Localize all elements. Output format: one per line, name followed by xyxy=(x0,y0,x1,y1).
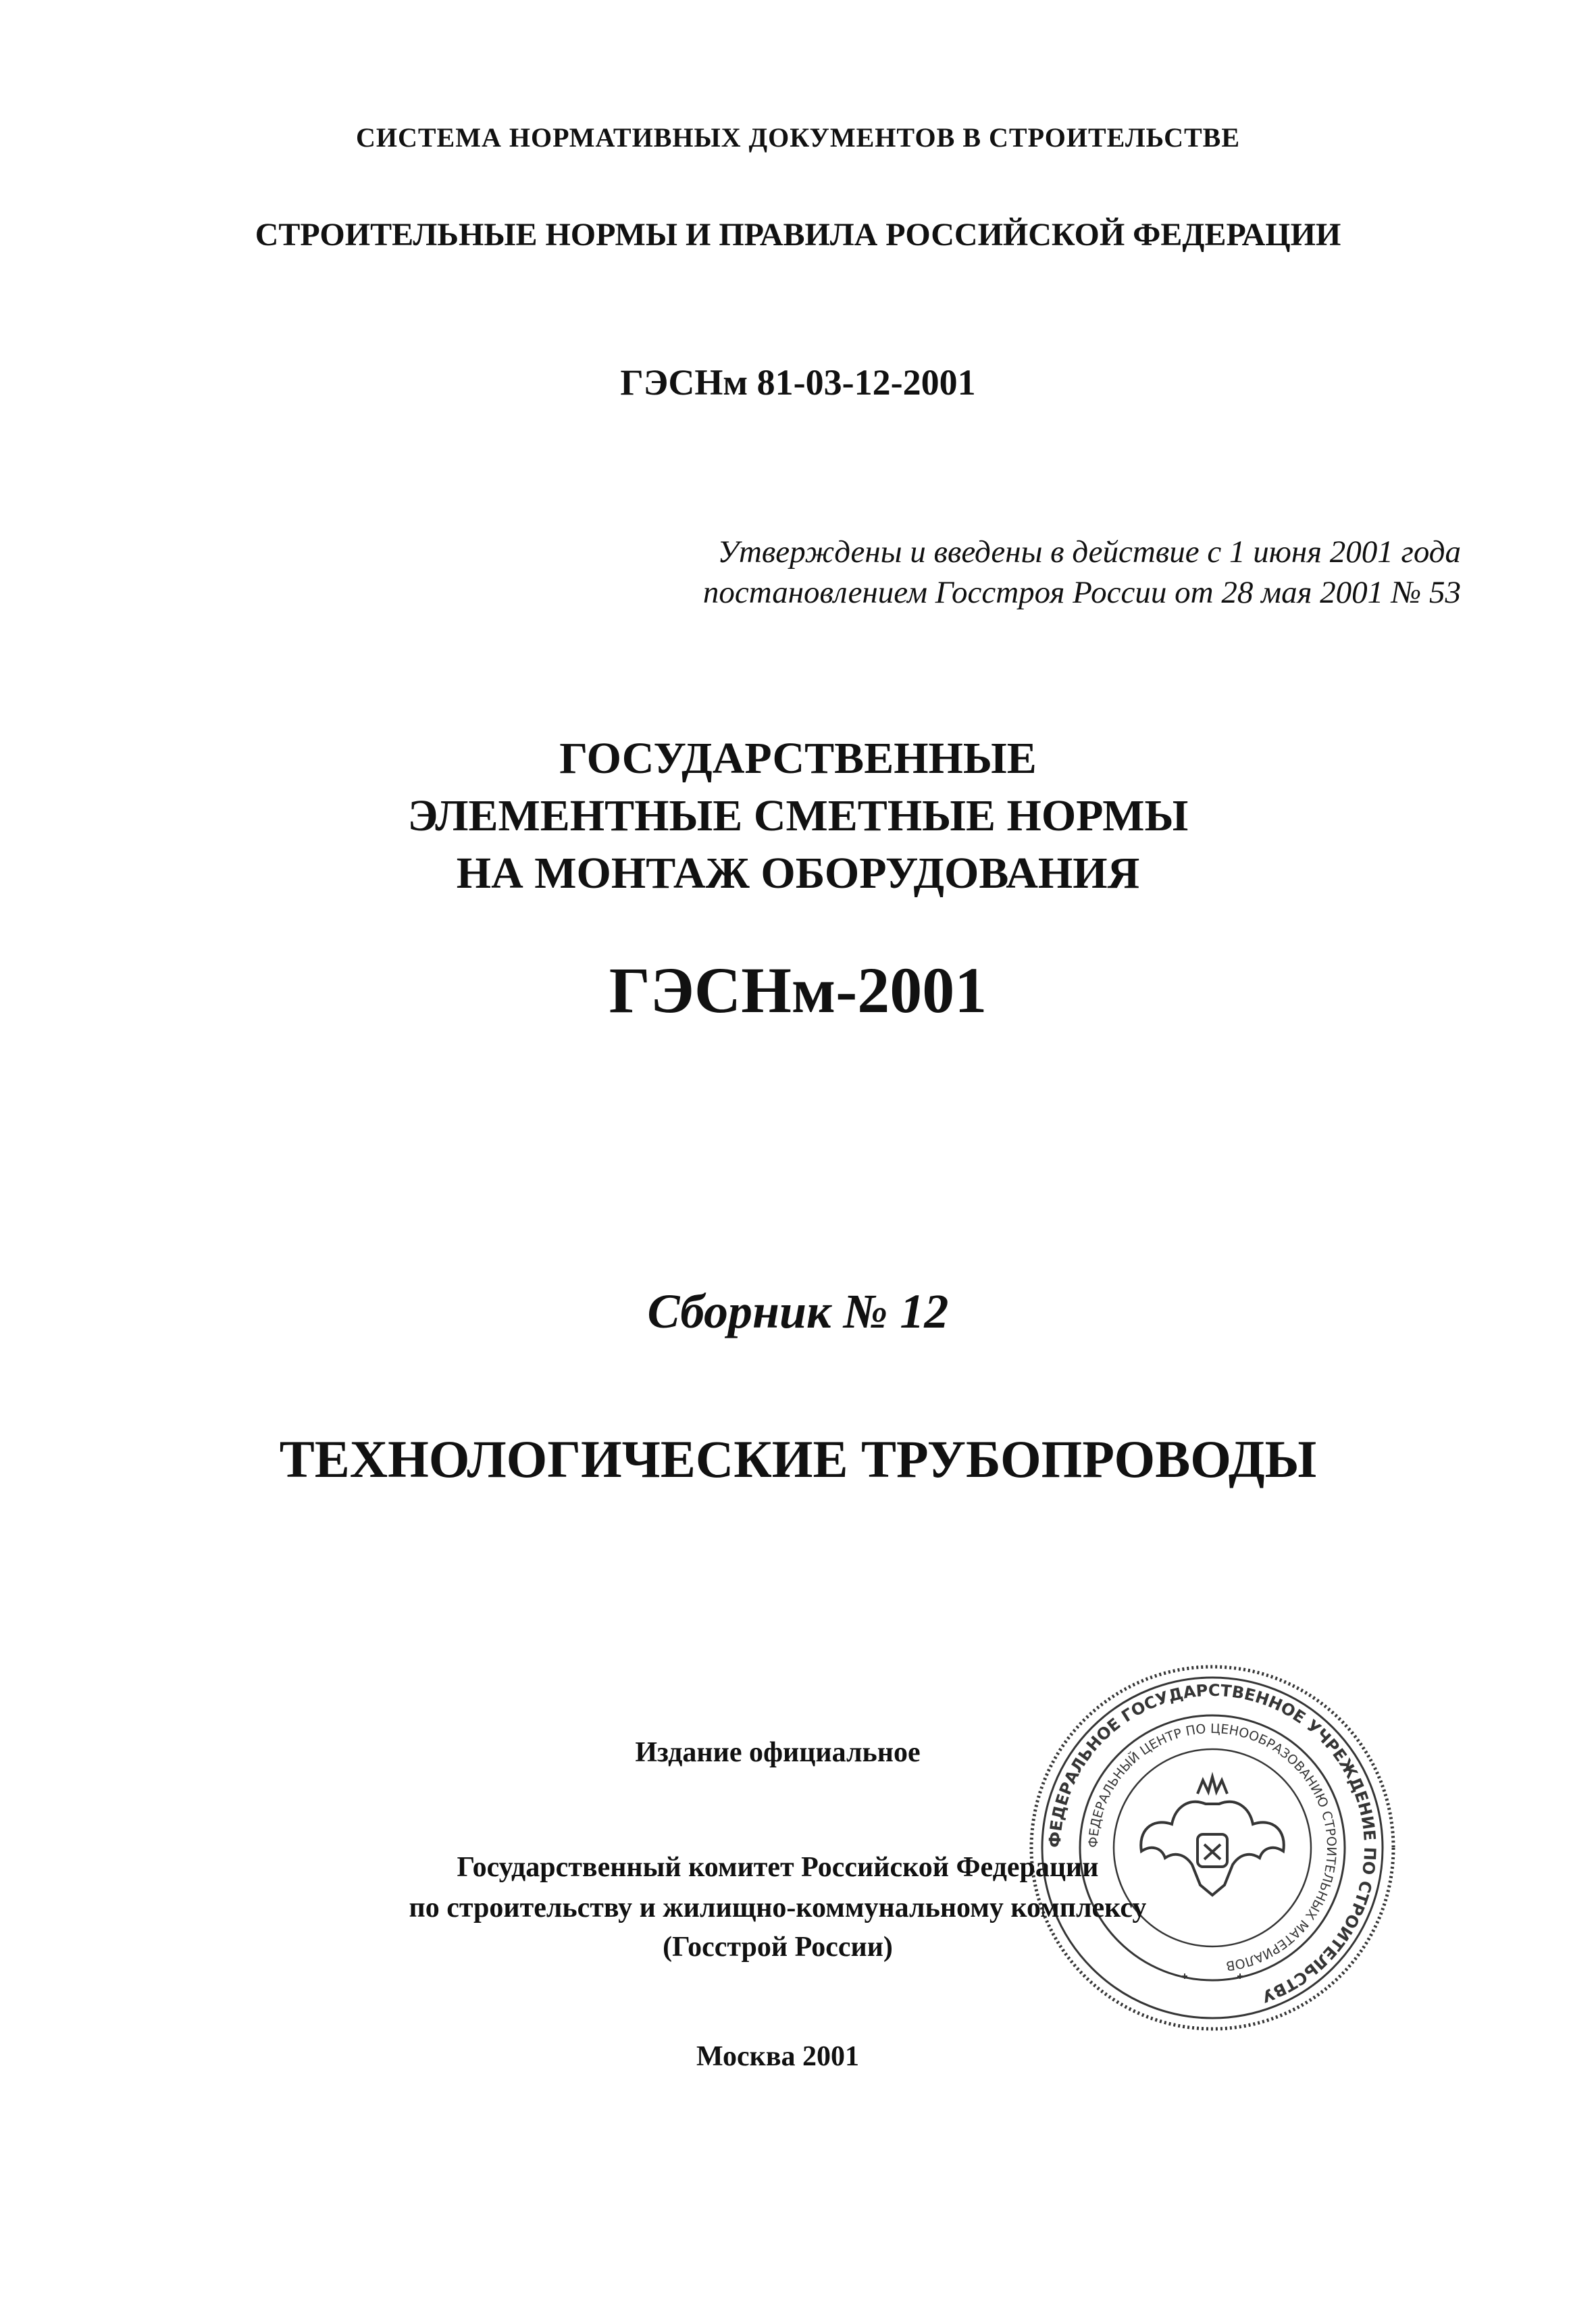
city-year: Москва 2001 xyxy=(696,2041,860,2072)
short-name: ГЭСНм-2001 xyxy=(609,954,987,1026)
system-line: СИСТЕМА НОРМАТИВНЫХ ДОКУМЕНТОВ В СТРОИТЕЛЬСТВЕ xyxy=(355,122,1241,153)
official-seal-stamp xyxy=(1023,1659,1401,2037)
collection-subject: ТЕХНОЛОГИЧЕСКИЕ ТРУБОПРОВОДЫ xyxy=(279,1430,1317,1488)
title-line-1: ГОСУДАРСТВЕННЫЕ xyxy=(559,734,1037,783)
seal-outer-text: ФЕДЕРАЛЬНОЕ ГОСУДАРСТВЕННОЕ УЧРЕЖДЕНИЕ ПО СТРОИТЕЛЬСТВУ xyxy=(1045,1680,1380,2007)
publisher-line-1: Государственный комитет Российской Федерации xyxy=(457,1852,1099,1883)
seal-inner-text: ФЕДЕРАЛЬНЫЙ ЦЕНТР ПО ЦЕНООБРАЗОВАНИЮ СТРОИТЕЛЬНЫХ МАТЕРИАЛОВ xyxy=(1085,1721,1339,1973)
publisher-line-3: (Госстрой России) xyxy=(663,1932,893,1963)
publisher-line-2: по строительству и жилищно-коммунальному комплексу xyxy=(409,1892,1147,1923)
collection-label: Сборник № 12 xyxy=(647,1284,949,1338)
edition-label: Издание официальное xyxy=(635,1737,921,1768)
title-line-3: НА МОНТАЖ ОБОРУДОВАНИЯ xyxy=(456,849,1140,898)
approval-line-1: Утверждены и введены в действие с 1 июня 2001 года xyxy=(717,534,1461,570)
approval-line-2: постановлением Госстроя России от 28 мая 2001 № 53 xyxy=(702,575,1461,610)
title-line-2: ЭЛЕМЕНТНЫЕ СМЕТНЫЕ НОРМЫ xyxy=(407,791,1189,840)
snip-line: СТРОИТЕЛЬНЫЕ НОРМЫ И ПРАВИЛА РОССИЙСКОЙ ФЕДЕРАЦИИ xyxy=(255,217,1341,253)
svg-text:ФЕДЕРАЛЬНЫЙ ЦЕНТР ПО ЦЕНООБРАЗ xyxy=(1086,1721,1339,1973)
document-code: ГЭСНм 81-03-12-2001 xyxy=(620,362,976,403)
